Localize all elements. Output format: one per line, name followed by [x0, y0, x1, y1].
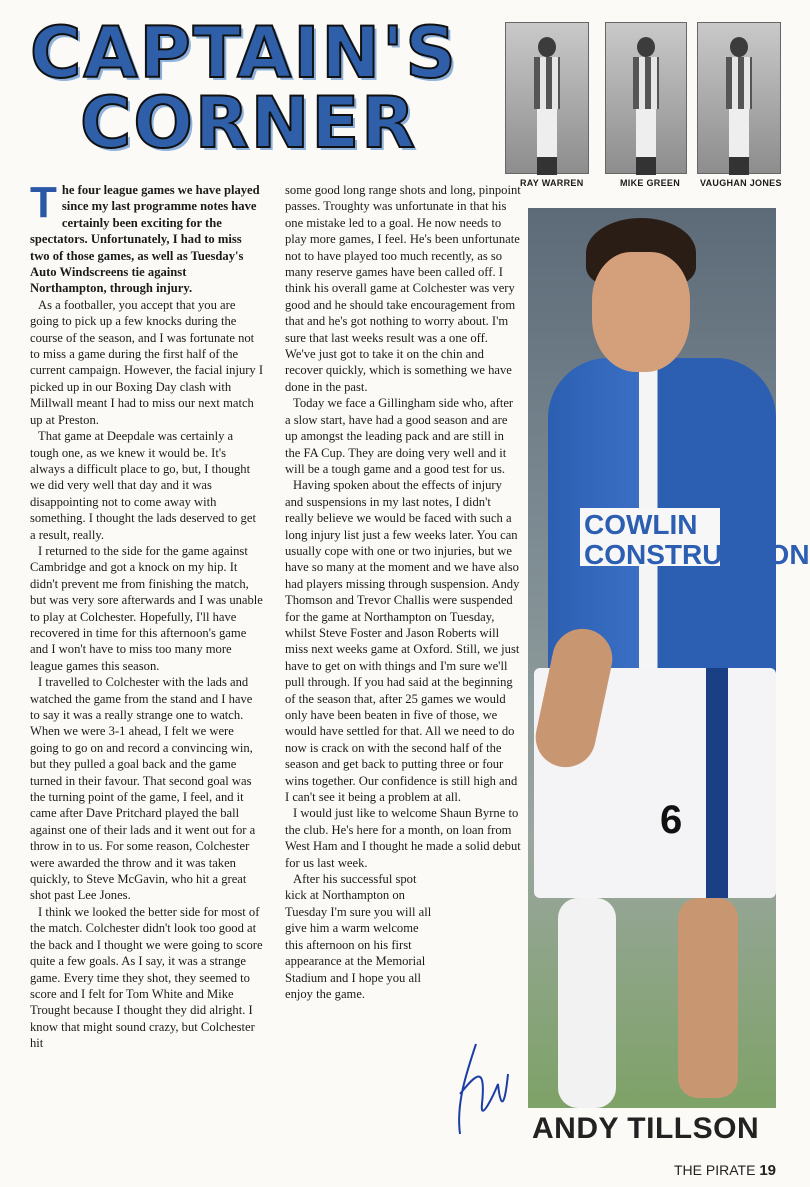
shirt-number: 6	[660, 798, 683, 842]
thumbnail-caption: VAUGHAN JONES	[700, 178, 782, 188]
paragraph: I returned to the side for the game against Cambridge and got a knock on my hip. It didn't prevent me from finishing the match, but was very sore afterwards and I was unable to play at Colchester. Hopefully, I'll have recovered in time for this afternoon's game and I won't have to miss too many more league games this season.	[30, 543, 263, 673]
paragraph: Today we face a Gillingham side who, after a slow start, have had a good season and are up amongst the leading pack and are still in the FA Cup. They are doing very well and it will be a tough game and a good test for us.	[285, 396, 514, 476]
paragraph: Having spoken about the effects of injury and suspensions in my last notes, I didn't really believe we would be faced with such a long injury list just a few weeks later. You can usually cope with one or two injuries, but we have so many at the moment and we have also had players missing through suspension. Andy Thomson and Trevor Challis were suspended for the game at Northampton on Tuesday, whilst Steve Foster and Jason Roberts will miss next weeks game at Oxford. Still, we just have to get on with things and I'm sure we'll pull through. If you had said at the beginning of the season that, after 25 games we would only have been beaten in five of those, we would have settled for that. All we need to do now is crack on with the second half of the season and get back to putting three or four wins together. Our confidence is still high and I can't see it being a problem at all.	[285, 478, 520, 805]
paragraph: After his successful spot kick at Northampton on Tuesday I'm sure you will all give him a warm welcome this afternoon on his first appearance at the Memorial Stadium and I hope you all enjoy the game.	[285, 872, 432, 1001]
thumbnail-photo	[605, 22, 687, 174]
paragraph: I think we looked the better side for most of the match. Colchester didn't look too good at the back and I thought we were going to score quite a few goals. As I say, it was a strange game. Every time they shot, they seemed to score and I felt for Tom White and Mike Trought because I thought they did alright. I know that might sound crazy, but Colchester hit	[30, 904, 263, 1051]
thumbnail-photo	[697, 22, 781, 174]
author-name: ANDY TILLSON	[532, 1112, 760, 1145]
player-photo	[528, 208, 810, 1108]
thumbnail-caption: RAY WARREN	[520, 178, 584, 188]
thumbnail-photo	[505, 22, 589, 174]
paragraph: I would just like to welcome Shaun Byrne to the club. He's here for a month, on loan from West Ham and I thought he made a solid debut for us last week.	[285, 806, 521, 870]
drop-cap: T	[30, 178, 57, 227]
article-column-1	[30, 178, 264, 1052]
article-column-2	[285, 182, 521, 1002]
thumbnail-caption: MIKE GREEN	[620, 178, 681, 188]
page-title: CAPTAIN'S	[30, 12, 458, 94]
paragraph: some good long range shots and long, pinpoint passes. Troughty was unfortunate in that his one mistake led to a goal. He now needs to play more games, I feel. He's been unfortunate not to have played too much recently, as so many reserve games have been called off. I think his overall game at Colchester was very good and he should take encouragement from that and he's got nothing to worry about. I'm sure that last weeks result was a one off. We've just got to take it on the chin and recover quickly, which is something we have done in the past.	[285, 183, 521, 394]
paragraph: As a footballer, you accept that you are going to pick up a few knocks during the course of the season, and I was fortunate not to miss a game during the first half of the current campaign. However, the facial injury I picked up in our Boxing Day clash with Millwall meant I had to miss our next match up at Preston.	[30, 297, 264, 427]
article-lead	[30, 178, 264, 297]
lead-text: he four league games we have played since my last programme notes have certainly been exciting for the spectators. Unfortunately, I had to miss two of those games, as well as Tuesday's Auto Windscreens tie against Northampton, through injury.	[30, 183, 260, 296]
publication-name: THE PIRATE	[674, 1162, 756, 1178]
paragraph: That game at Deepdale was certainly a tough one, as we knew it would be. It's always a difficult place to go, but, I thought we did very well that day and it was disappointing not to come away with something. I thought the lads deserved to get a result, really.	[30, 429, 256, 542]
page-footer	[674, 1162, 776, 1179]
page-number: 19	[759, 1162, 776, 1179]
page-title-line-2: CORNER	[80, 82, 418, 164]
shirt-sponsor: COWLIN CONSTRUCTION	[580, 508, 720, 566]
paragraph: I travelled to Colchester with the lads and watched the game from the stand and I have to say it was a really strange one to watch. When we were 3-1 ahead, I felt we were going to go on and record a convincing win, but they pulled a goal back and the game turned in their favour. That second goal was the turning point of the game, I feel, and it came after Dave Pritchard played the ball against one of their lads and it went out for a throw in to us. For some reason, Colchester were awarded the throw and it was taken quickly, to Steve McGavin, who hit a great shot past Lee Jones.	[30, 675, 256, 903]
signature-icon	[446, 1034, 516, 1144]
